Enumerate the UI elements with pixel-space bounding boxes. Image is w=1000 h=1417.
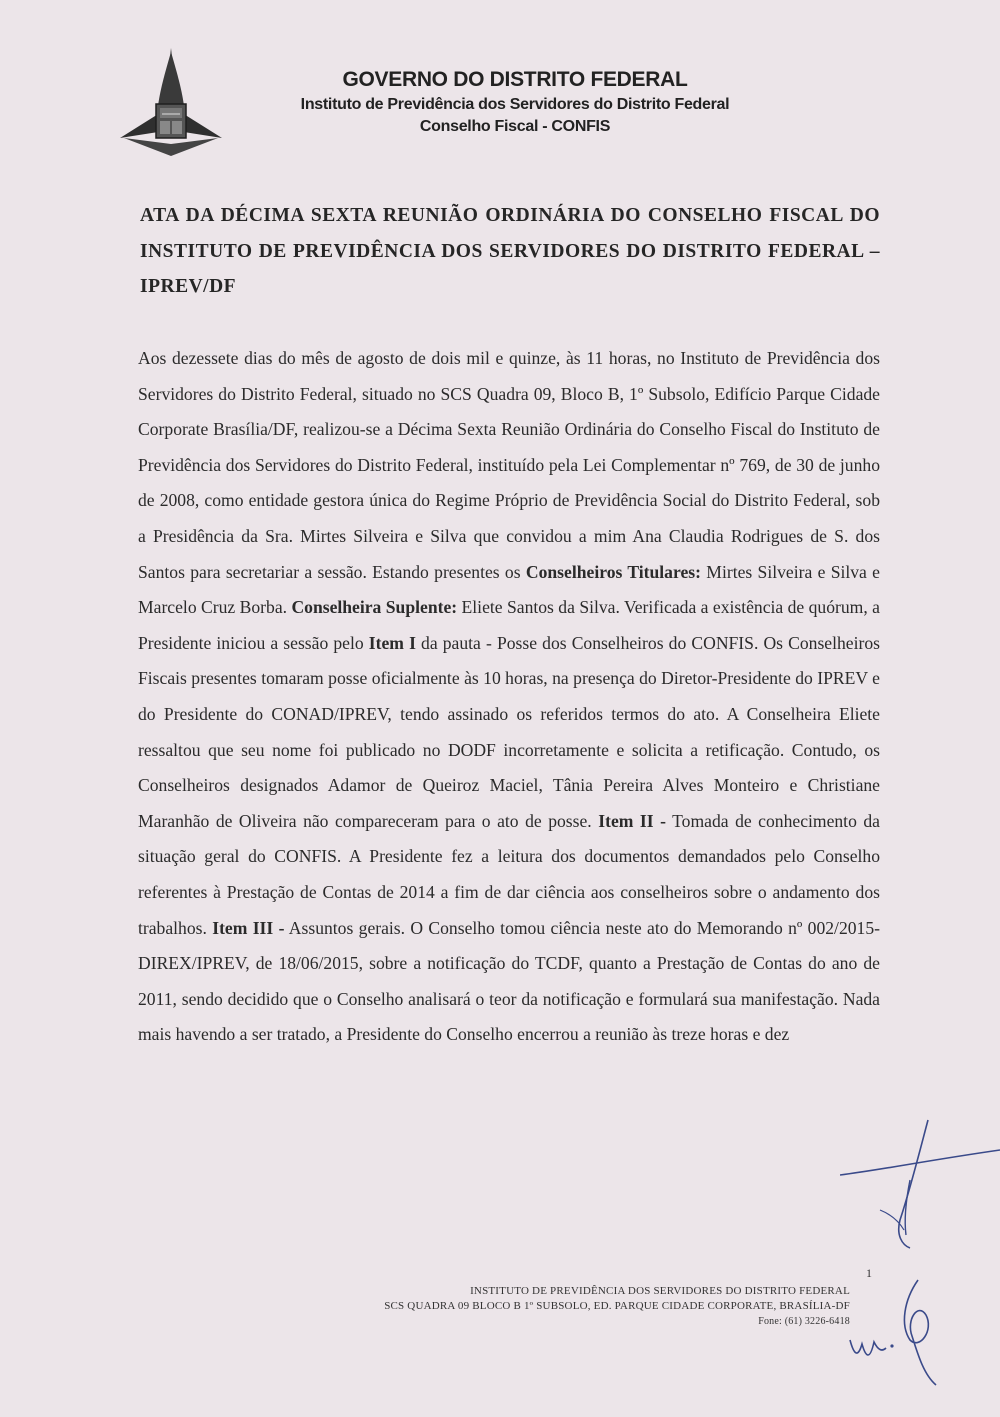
agenda-item-3: Item III - <box>212 917 285 938</box>
body-text-segment: Aos dezessete dias do mês de agosto de dois mil e quinze, às 11 horas, no Instituto de Previdência dos Servidores do Distrito Federal, situado no SCS Quadra 09, Bloco B, 1º Subsolo, Edifício Parque Cidade Corporate Brasília/DF, realizou-se a Décima Sexta Reunião Ordinária do Conselho Fiscal do Instituto de Previdência dos Servidores do Distrito Federal, instituído pela Lei Complementar nº 769, de 30 de junho de 2008, como entidade gestora única do Regime Próprio de Previdência Social do Distrito Federal, sob a Presidência da Sra. Mirtes Silveira e Silva que convidou a mim Ana Claudia Rodrigues de S. dos Santos para secretariar a sessão. Estando presentes os <box>138 348 880 582</box>
agenda-item-2: Item II - <box>598 810 666 831</box>
body-text-segment: Eliete Santos da Silva. Verificada a existência de quórum, a Presidente iniciou a sessão pelo <box>138 597 880 653</box>
handwritten-signature <box>840 1110 1000 1260</box>
footer-institute: INSTITUTO DE PREVIDÊNCIA DOS SERVIDORES DO DISTRITO FEDERAL <box>470 1285 850 1297</box>
document-title: ATA DA DÉCIMA SEXTA REUNIÃO ORDINÁRIA DO CONSELHO FISCAL DO INSTITUTO DE PREVIDÊNCIA DOS SERVIDORES DO DISTRITO FEDERAL – IPREV/DF <box>140 205 880 297</box>
body-text-segment: Tomada de conhecimento da situação geral do CONFIS. A Presidente fez a leitura dos documentos demandados pelo Conselho referentes à Prestação de Contas de 2014 a fim de dar ciência aos conselheiros sobre o andamento dos trabalhos. <box>138 810 880 938</box>
agenda-item-1: Item I <box>368 632 416 653</box>
label-titular-members: Conselheiros Titulares: <box>525 561 701 582</box>
footer-address <box>384 1284 850 1329</box>
footer-phone: Fone: (61) 3226-6418 <box>758 1316 850 1327</box>
page-number: 1 <box>866 1266 872 1280</box>
minutes-body <box>138 341 880 1053</box>
body-text-segment: Assuntos gerais. O Conselho tomou ciência neste ato do Memorando nº 002/2015-DIREX/IPREV, de 18/06/2015, sobre a notificação do TCDF, quanto a Prestação de Contas do ano de 2011, sendo decidido que o Conselho analisará o teor da notificação e formulará sua manifestação. Nada mais havendo a ser tratado, a Presidente do Conselho encerrou a reunião às treze horas e dez <box>138 917 880 1045</box>
footer-address-line: SCS QUADRA 09 BLOCO B 1º SUBSOLO, ED. PARQUE CIDADE CORPORATE, BRASÍLIA-DF <box>384 1300 850 1312</box>
body-text-segment: Mirtes Silveira e Silva e Marcelo Cruz Borba. <box>138 561 880 618</box>
body-text-segment: da pauta - Posse dos Conselheiros do CONFIS. Os Conselheiros Fiscais presentes tomaram posse oficialmente às 10 horas, na presença do Diretor-Presidente do IPREV e do Presidente do CONAD/IPREV, tendo assinado os referidos termos do ato. A Conselheira Eliete ressaltou que seu nome foi publicado no DODF incorretamente e solicita a retificação. Contudo, os Conselheiros designados Adamor de Queiroz Maciel, Tânia Pereira Alves Monteiro e Christiane Maranhão de Oliveira não compareceram para o ato de posse. <box>138 632 880 831</box>
government-name: GOVERNO DO DISTRITO FEDERAL <box>342 68 688 91</box>
letterhead <box>255 66 775 138</box>
label-substitute-member: Conselheira Suplente: <box>291 597 458 618</box>
institute-name: Instituto de Previdência dos Servidores do Distrito Federal <box>300 96 730 113</box>
gdf-emblem-logo <box>118 46 224 156</box>
handwritten-initials <box>840 1270 950 1390</box>
council-name: Conselho Fiscal - CONFIS <box>419 118 611 135</box>
